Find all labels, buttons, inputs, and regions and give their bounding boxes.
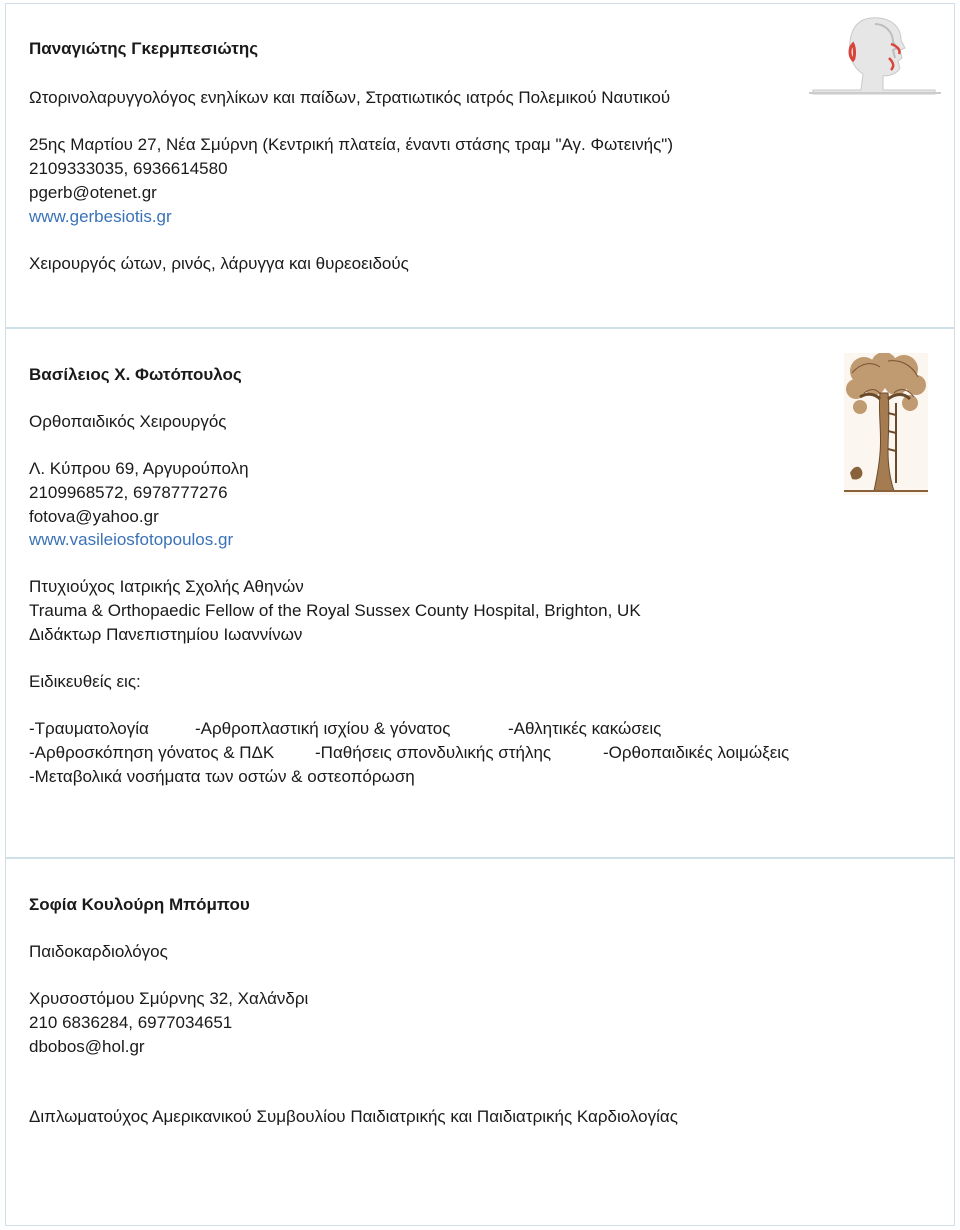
specialties-heading: Ειδικευθείς εις:: [29, 672, 141, 691]
doctor-specialty: Παιδοκαρδιολόγος: [29, 942, 168, 961]
doctor-specialty: Ορθοπαιδικός Χειρουργός: [29, 412, 227, 431]
doctor-email: pgerb@otenet.gr: [29, 183, 157, 202]
doctor-card-koulouri-bobou: [5, 858, 955, 1226]
credential-line: Διδάκτωρ Πανεπιστημίου Ιωαννίνων: [29, 625, 303, 644]
specialty-item: -Αρθροπλαστική ισχίου & γόνατος: [195, 719, 451, 738]
doctor-address: Λ. Κύπρου 69, Αργυρούπολη: [29, 459, 249, 478]
doctor-address: 25ης Μαρτίου 27, Νέα Σμύρνη (Κεντρική πλατεία, έναντι στάσης τραμ "Αγ. Φωτεινής"): [29, 135, 673, 154]
doctor-name: Βασίλειος Χ. Φωτόπουλος: [29, 365, 242, 384]
doctor-note: Χειρουργός ώτων, ρινός, λάρυγγα και θυρεοειδούς: [29, 254, 409, 273]
doctor-name: Σοφία Κουλούρη Μπόμπου: [29, 895, 250, 914]
doctor-website-link[interactable]: www.vasileiosfotopoulos.gr: [29, 530, 234, 549]
specialty-item: -Αρθροσκόπηση γόνατος & ΠΔΚ: [29, 743, 275, 762]
doctor-email: fotova@yahoo.gr: [29, 507, 159, 526]
doctor-name: Παναγιώτης Γκερμπεσιώτης: [29, 39, 259, 58]
doctor-website-link[interactable]: www.gerbesiotis.gr: [29, 207, 172, 226]
specialty-item: -Μεταβολικά νοσήματα των οστών & οστεοπόρωση: [29, 767, 415, 786]
specialty-item: -Αθλητικές κακώσεις: [508, 719, 662, 738]
doctor-address: Χρυσοστόμου Σμύρνης 32, Χαλάνδρι: [29, 989, 309, 1008]
doctor-card-gkerbesiotis: [5, 3, 955, 328]
credential-line: Trauma & Orthopaedic Fellow of the Royal Sussex County Hospital, Brighton, UK: [29, 601, 641, 620]
specialty-item: -Τραυματολογία: [29, 719, 149, 738]
doctor-email: dbobos@hol.gr: [29, 1037, 145, 1056]
doctor-specialty: Ωτορινολαρυγγολόγος ενηλίκων και παίδων, Στρατιωτικός ιατρός Πολεμικού Ναυτικού: [29, 88, 671, 107]
doctor-phones: 2109968572, 6978777276: [29, 483, 228, 502]
ent-face-profile-icon: [809, 14, 941, 96]
doctor-card-fotopoulos: [5, 328, 955, 858]
credential-line: Πτυχιούχος Ιατρικής Σχολής Αθηνών: [29, 577, 304, 596]
specialty-item: -Ορθοπαιδικές λοιμώξεις: [603, 743, 790, 762]
specialty-item: -Παθήσεις σπονδυλικής στήλης: [315, 743, 552, 762]
doctor-note: Διπλωματούχος Αμερικανικού Συμβουλίου Παιδιατρικής και Παιδιατρικής Καρδιολογίας: [29, 1107, 678, 1126]
doctor-phones: 210 6836284, 6977034651: [29, 1013, 233, 1032]
orthopaedic-tree-icon: [844, 353, 928, 495]
doctor-phones: 2109333035, 6936614580: [29, 159, 228, 178]
